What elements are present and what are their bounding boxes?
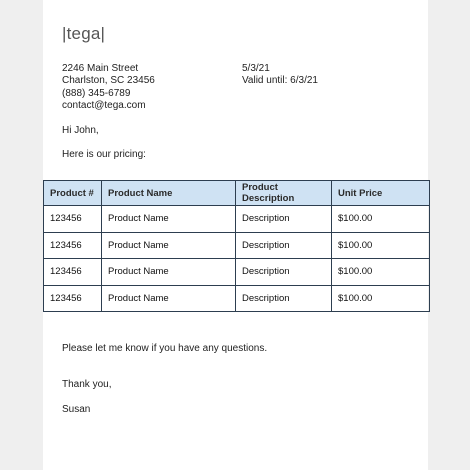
cell-product-description: Description xyxy=(236,232,332,259)
closing-text: Please let me know if you have any questions. xyxy=(62,343,268,354)
greeting: Hi John, xyxy=(62,125,99,136)
cell-product-number: 123456 xyxy=(44,206,102,233)
cell-product-name: Product Name xyxy=(102,259,236,286)
table-row xyxy=(44,259,430,286)
table-header-row xyxy=(44,181,430,206)
sender-phone: (888) 345-6789 xyxy=(62,87,131,99)
quote-date: 5/3/21 xyxy=(242,63,270,74)
cell-product-description: Description xyxy=(236,285,332,312)
header-product-name: Product Name xyxy=(102,181,236,206)
cell-product-description: Description xyxy=(236,206,332,233)
table-row xyxy=(44,232,430,259)
cell-product-number: 123456 xyxy=(44,285,102,312)
header-unit-price: Unit Price xyxy=(332,181,430,206)
cell-product-description: Description xyxy=(236,259,332,286)
cell-product-name: Product Name xyxy=(102,285,236,312)
table-row xyxy=(44,285,430,312)
quote-valid-until: Valid until: 6/3/21 xyxy=(242,75,318,87)
company-logo: |tega| xyxy=(62,24,106,43)
document-page xyxy=(43,0,428,470)
header-product-number: Product # xyxy=(44,181,102,206)
cell-product-number: 123456 xyxy=(44,232,102,259)
quote-meta xyxy=(242,63,318,88)
pricing-table xyxy=(43,180,430,312)
signature: Susan xyxy=(62,404,91,415)
cell-unit-price: $100.00 xyxy=(332,259,430,286)
header-product-description: Product Description xyxy=(236,181,332,206)
intro-text: Here is our pricing: xyxy=(62,149,146,160)
sender-email: contact@tega.com xyxy=(62,99,146,111)
sender-street: 2246 Main Street xyxy=(62,63,139,74)
cell-unit-price: $100.00 xyxy=(332,232,430,259)
cell-unit-price: $100.00 xyxy=(332,285,430,312)
cell-product-number: 123456 xyxy=(44,259,102,286)
cell-unit-price: $100.00 xyxy=(332,206,430,233)
cell-product-name: Product Name xyxy=(102,206,236,233)
cell-product-name: Product Name xyxy=(102,232,236,259)
sender-address xyxy=(62,63,155,112)
sender-city: Charlston, SC 23456 xyxy=(62,75,155,87)
thanks-text: Thank you, xyxy=(62,379,112,390)
table-row xyxy=(44,206,430,233)
